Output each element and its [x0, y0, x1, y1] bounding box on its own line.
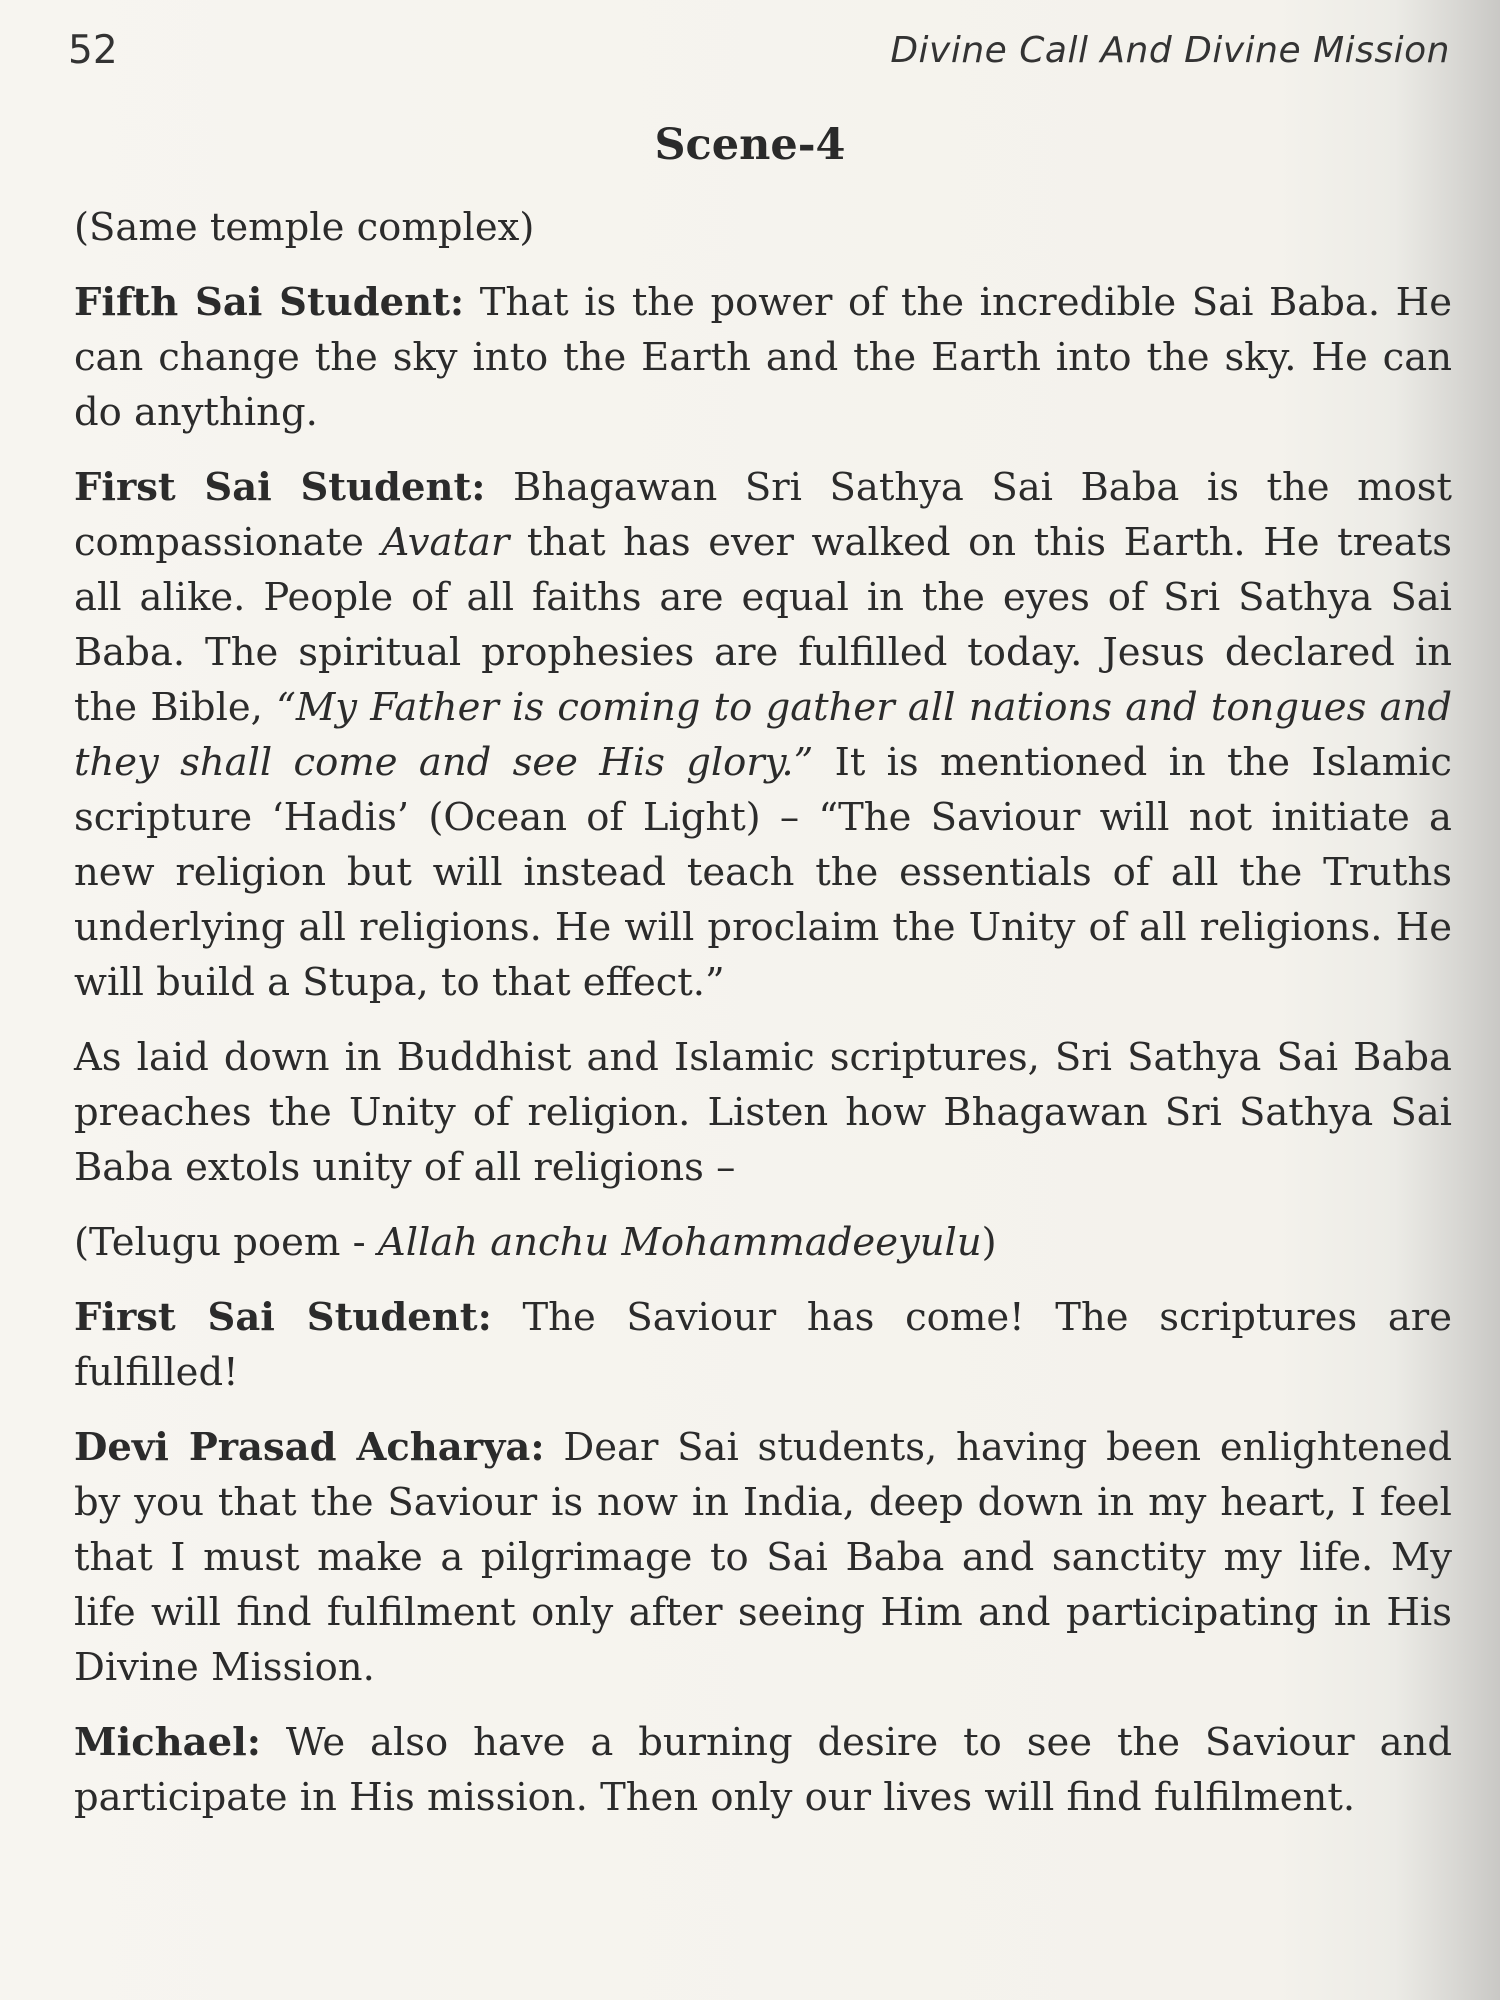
dialogue-text: that has ever walked on this Earth. He treats all alike. People of all faiths are equal in the eyes of Sri Sathya Sai Baba. The spiritual prophesies are fulfilled today. Jesus declared in the Bible, [74, 520, 1452, 730]
poem-title: Allah anchu Mohammadeeyulu [377, 1220, 982, 1265]
scene-heading: Scene-4 [654, 120, 846, 170]
bible-quote: “My Father is coming to gather all nations and tongues and they shall come and see His glory.” [74, 685, 1452, 785]
stage-direction [74, 200, 1452, 255]
running-title: Divine Call And Divine Mission [890, 30, 1450, 71]
dialogue-text: We also have a burning desire to see the Saviour and participate in His mission. Then only our lives will find fulfilment. [74, 1720, 1452, 1820]
dialogue-text: Dear Sai students, having been enlightened by you that the Saviour is now in India, deep down in my heart, I feel that I must make a pilgrimage to Sai Baba and sanctity my life. My life will find fulfilment only after seeing Him and participating in His Divine Mission. [74, 1425, 1452, 1690]
dialogue-text: It is mentioned in the Islamic scripture ‘Hadis’ (Ocean of Light) – “The Saviour will not initiate a new religion but will instead teach the essentials of all the Truths underlying all religions. He will proclaim the Unity of all religions. He will build a Stupa, to that effect.” [74, 740, 1452, 1005]
narration-paragraph [74, 1030, 1452, 1195]
dialogue-fifth-sai-student [74, 275, 1452, 440]
italic-term-avatar: Avatar [381, 520, 510, 565]
stage-direction-text: (Same temple complex) [74, 205, 535, 250]
poem-direction-text: (Telugu poem - [74, 1220, 378, 1265]
page-header [68, 28, 1450, 84]
dialogue-first-sai-student-2 [74, 1290, 1452, 1400]
speaker-name: First Sai Student: [74, 465, 486, 510]
telugu-poem-direction [74, 1215, 1452, 1270]
dialogue-first-sai-student [74, 460, 1452, 1010]
narration-text: As laid down in Buddhist and Islamic scriptures, Sri Sathya Sai Baba preaches the Unity of religion. Listen how Bhagawan Sri Sathya Sai Baba extols unity of all religions – [74, 1035, 1452, 1190]
speaker-name: First Sai Student: [74, 1295, 492, 1340]
page-number: 52 [68, 28, 118, 73]
speaker-name: Michael: [74, 1720, 261, 1765]
speaker-name: Fifth Sai Student: [74, 280, 465, 325]
page-body [74, 200, 1452, 1845]
poem-direction-text: ) [981, 1220, 997, 1265]
dialogue-text: Bhagawan Sri Sathya Sai Baba is the most compassionate [74, 465, 1452, 565]
speaker-name: Devi Prasad Acharya: [74, 1425, 545, 1470]
dialogue-michael [74, 1715, 1452, 1825]
dialogue-devi-prasad-acharya [74, 1420, 1452, 1695]
dialogue-text: The Saviour has come! The scriptures are fulfilled! [74, 1295, 1452, 1395]
dialogue-text: That is the power of the incredible Sai Baba. He can change the sky into the Earth and the Earth into the sky. He can do anything. [74, 280, 1452, 435]
